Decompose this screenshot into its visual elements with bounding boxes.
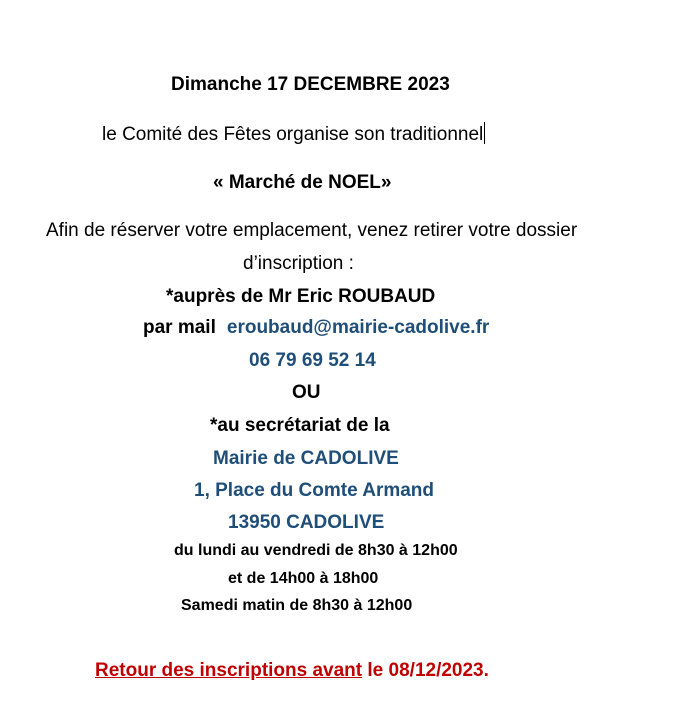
or-separator: OU bbox=[292, 382, 321, 403]
intro-text bbox=[102, 122, 485, 144]
deadline-date: le 08/12/2023. bbox=[362, 660, 489, 681]
hours-line-2: et de 14h00 à 18h00 bbox=[228, 570, 379, 587]
contact-person: *auprès de Mr Eric ROUBAUD bbox=[166, 286, 436, 307]
event-title: « Marché de NOEL» bbox=[213, 172, 392, 193]
hours-line-1: du lundi au vendredi de 8h30 à 12h00 bbox=[174, 542, 458, 559]
mail-label: par mail bbox=[143, 317, 216, 338]
mail-row bbox=[143, 318, 489, 337]
address-line-1: 1, Place du Comte Armand bbox=[194, 480, 435, 501]
deadline-notice bbox=[95, 661, 489, 680]
email-link[interactable]: eroubaud@mairie-cadolive.fr bbox=[226, 317, 490, 338]
intro-label: le Comité des Fêtes organise son traditionnel bbox=[102, 124, 484, 145]
instructions-line-1: Afin de réserver votre emplacement, venez retirer votre dossier bbox=[46, 220, 578, 241]
instructions-line-2: d’inscription : bbox=[243, 253, 354, 274]
hours-line-3: Samedi matin de 8h30 à 12h00 bbox=[181, 597, 413, 614]
address-line-2: 13950 CADOLIVE bbox=[228, 512, 385, 533]
secretariat-label: *au secrétariat de la bbox=[210, 415, 390, 436]
phone-number: 06 79 69 52 14 bbox=[249, 350, 376, 371]
date-heading: Dimanche 17 DECEMBRE 2023 bbox=[171, 74, 450, 95]
mairie-name: Mairie de CADOLIVE bbox=[213, 448, 399, 469]
deadline-underlined: Retour des inscriptions avant bbox=[95, 660, 363, 681]
text-cursor bbox=[484, 122, 485, 144]
